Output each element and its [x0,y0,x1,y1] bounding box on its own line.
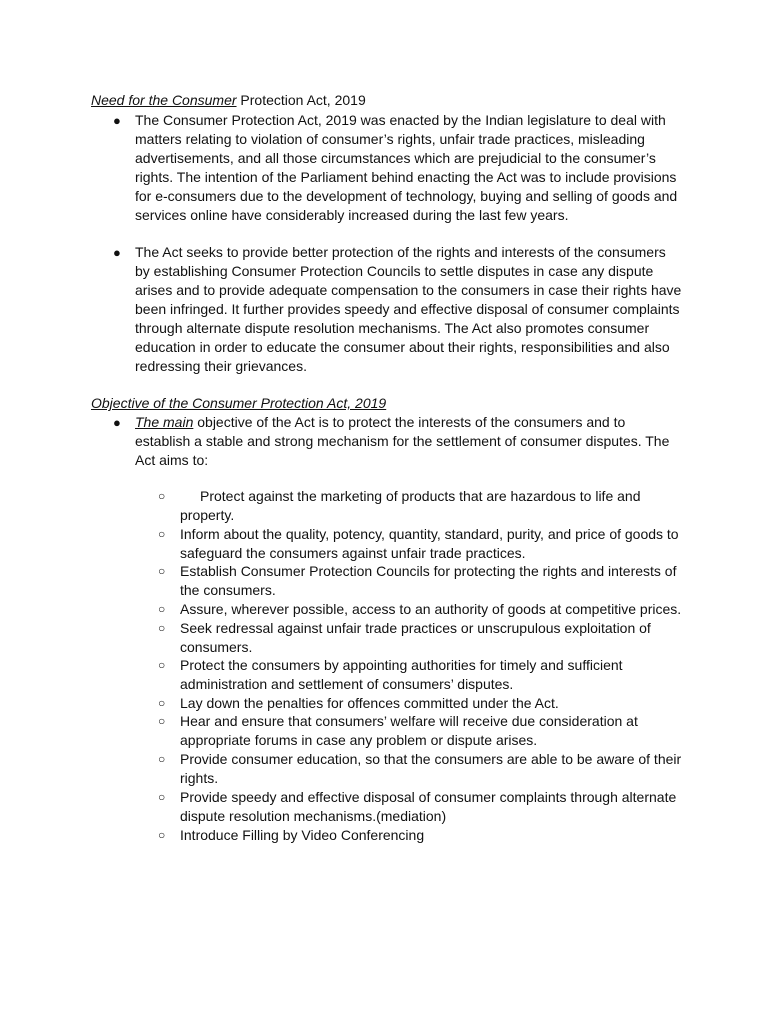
sub-list-item: Protect the consumers by appointing authorities for timely and sufficient administration and settlement of consumers’ disputes. [180,657,623,692]
circle-bullet-icon: ○ [158,696,166,710]
list-item [135,413,683,470]
circle-bullet-icon: ○ [158,790,166,804]
sub-list-item: Inform about the quality, potency, quantity, standard, purity, and price of goods to safeguard the consumers against unfair trade practices. [180,526,679,561]
heading-rest-part: Protection Act, 2019 [236,92,366,108]
section-heading-need [91,91,691,110]
circle-bullet-icon: ○ [158,752,166,766]
main-lead-text: The main [135,414,194,430]
circle-bullet-icon: ○ [158,658,166,672]
circle-bullet-icon: ○ [158,489,166,503]
sub-list-item: Protect against the marketing of products that are hazardous to life and property. [180,488,641,523]
section-heading-objective [91,394,691,413]
list-item: The Act seeks to provide better protection of the rights and interests of the consumers by establishing Consumer Protection Councils to settle disputes in case any dispute arises and to provide adequate compensation to the consumers in case their rights have been infringed. It further provides speedy and effective disposal of consumer complaints through alternate dispute resolution mechanisms. The Act also promotes consumer education in order to educate the consumer about their rights, responsibilities and also redressing their grievances. [135,244,682,374]
circle-bullet-icon: ○ [158,527,166,541]
sub-list-item: Provide consumer education, so that the consumers are able to be aware of their rights. [180,751,682,786]
sub-list-item: Assure, wherever possible, access to an authority of goods at competitive prices. [180,601,682,617]
sub-list-item: Lay down the penalties for offences committed under the Act. [180,695,559,711]
list-item: The Consumer Protection Act, 2019 was enacted by the Indian legislature to deal with matters relating to violation of consumer’s rights, unfair trade practices, misleading advertisements, and all those circumstances which are prejudicial to the consumer’s rights. The intention of the Parliament behind enacting the Act was to include provisions for e-consumers due to the development of technology, buying and selling of goods and services online have considerably increased during the last few years. [135,112,678,223]
circle-bullet-icon: ○ [158,714,166,728]
bullet-icon: ● [113,245,121,260]
bullet-icon: ● [113,113,121,128]
heading-underlined-part: Need for the Consumer [91,92,237,108]
sub-list-item: Seek redressal against unfair trade practices or unscrupulous exploitation of consumers. [180,620,651,655]
sub-list-item: Establish Consumer Protection Councils for protecting the rights and interests of the consumers. [180,563,677,598]
sub-list-item: Provide speedy and effective disposal of consumer complaints through alternate dispute resolution mechanisms.(mediation) [180,789,677,824]
circle-bullet-icon: ○ [158,602,166,616]
circle-bullet-icon: ○ [158,621,166,635]
sub-list-item: Introduce Filling by Video Conferencing [180,827,425,843]
sub-list-item: Hear and ensure that consumers’ welfare will receive due consideration at appropriate forums in case any problem or dispute arises. [180,713,638,748]
circle-bullet-icon: ○ [158,564,166,578]
main-rest-text: objective of the Act is to protect the interests of the consumers and to establish a stable and strong mechanism for the settlement of consumer disputes. The Act aims to: [135,414,670,468]
circle-bullet-icon: ○ [158,828,166,842]
bullet-icon: ● [113,415,121,430]
heading-objective-text: Objective of the Consumer Protection Act, 2019 [91,395,387,411]
